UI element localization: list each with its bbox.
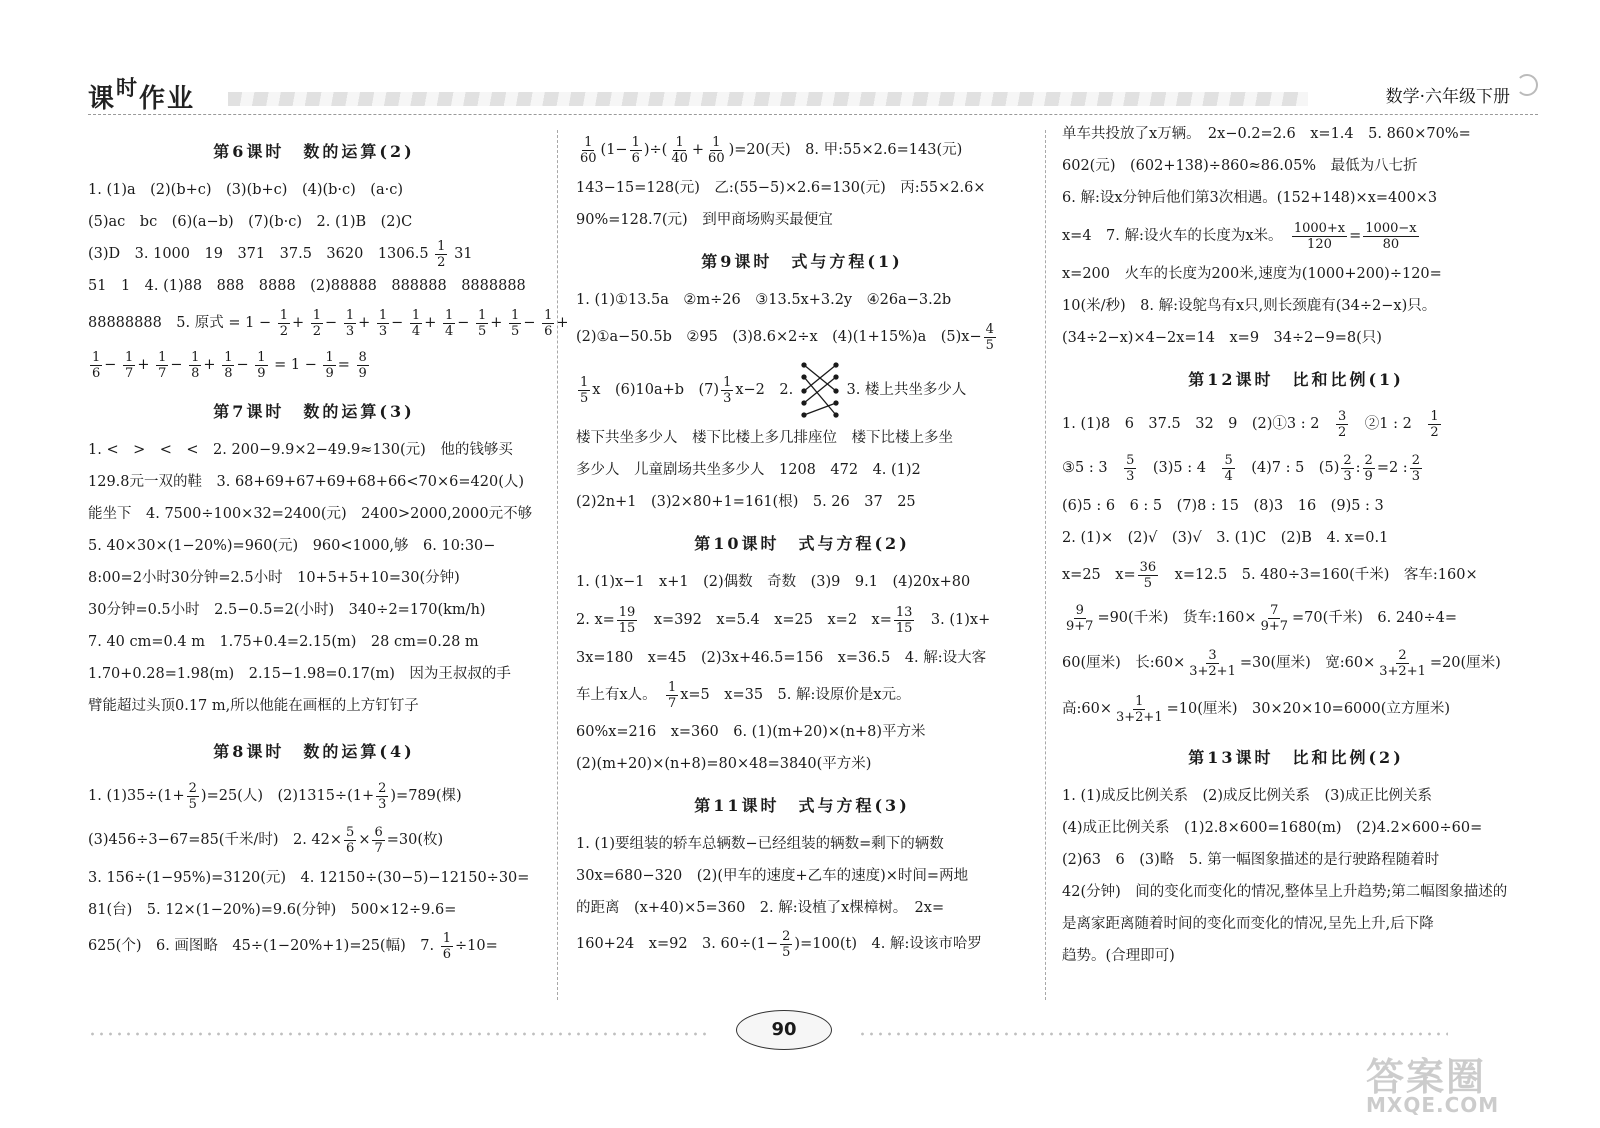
subject-title: 数学·六年级下册 <box>1385 87 1510 107</box>
column-divider <box>557 130 558 1000</box>
column-divider <box>1045 130 1046 1000</box>
lesson-answers: 1. (1)要组装的轿车总辆数−已经组装的辆数=剩下的辆数 30x=680−320 (2)(甲车的速度+乙车的速度)×时间=两地 的距离 (x+40)×5=360 2. 解:设植了x棵樟树。 2x= 160+24 x=92 3. 60÷(1− $\frac{2}{5}$ )=100(t) 4. 解:设该市哈罗 <box>576 836 982 960</box>
corner-swirl-icon <box>1516 74 1538 96</box>
fraction: $\frac{1}{2}$ <box>437 238 446 270</box>
lesson-answers: 1. (1)成反比例关系 (2)成反比例关系 (3)成正比例关系 (4)成正比例关系 (1)2.8×600=1680(m) (2)4.2×600÷60= (2)63 6 (3)略 5. 第一幅图象描述的是行驶路程随着时 42(分钟) 间的变化而变化的情况,整体呈上升趋势;第二幅图象描述的 是离家距离随着时间的变化而变化的情况,呈先上升,后下降 趋势。(合理即可) <box>1062 788 1508 964</box>
header-rule <box>88 114 1538 115</box>
matching-lines-diagram <box>798 361 842 419</box>
lesson-heading: 第13课时 比和比例(2) <box>1188 748 1404 767</box>
lesson-answers: 1. (1)35÷(1+ $\frac{2}{5}$ )=25(人) (2)1315÷(1+ $\frac{2}{3}$ )=789(棵) (3)456÷3−67=85(千米/时) 2. 42× $\frac{5}{6}$ × $\frac{6}{7}$ =30(枚) 3. 156÷(1−95%)=3120(元) 4. 12150÷(30−5)−12150÷30= 81(台) 5. 12×(1−20%)=9.6(分钟) 500×12÷9.6= 625(个) 6. 画图略 45÷(1−20%+1)=25(幅) 7. $\frac{1}{6}$ ÷10= <box>88 780 530 962</box>
site-watermark: 答案圈 MXQE.COM <box>1366 1055 1500 1117</box>
column-2 <box>576 128 1028 964</box>
lesson-answers: 1. < > < < 2. 200−9.9×2−49.9≈130(元) 他的钱够买 129.8元一双的鞋 3. 68+69+67+69+68+66<70×6=420(人) 能坐下 4. 7500÷100×32=2400(元) 2400>2000,2000元不够 5. 40×30×(1−20%)=960(元) 960<1000,够 6. 10:30− 8:00=2小时30分钟=2.5小时 10+5+5+10=30(分钟) 30分钟=0.5小时 2.5−0.5=2(小时) 340÷2=170(km/h) 7. 40 cm=0.4 m 1.75+0.4=2.15(m) 28 cm=0.28 m 1.70+0.28=1.98(m) 2.15−1.98=0.17(m) 因为王叔叔的手 臂能超过头顶0.17 m,所以他能在画框的上方钉钉子 <box>88 442 533 714</box>
page-header <box>88 70 1538 120</box>
lesson-answers: 1. (1)①13.5a ②m÷26 ③13.5x+3.2y ④26a−3.2b (2)①a−50.5b ②95 (3)8.6×2÷x (4)(1+15%)a (5)x− $\frac{4}{5}$ $\frac{1}{5}$ x (6)10a+b (7) $\frac{1}{3}$ x−2 2. 3. 楼上共坐多少人 楼下共坐多少人 楼下比楼上多几排座位 楼下比楼上多坐 多少人 儿童剧场共坐多少人 1208 472 4. (1)2 (2)2n+1 (3)2×80+1=161(根) 5. 26 37 25 <box>576 292 994 510</box>
lesson-heading: 第12课时 比和比例(1) <box>1188 370 1404 389</box>
column-1 <box>88 130 569 966</box>
page-number: 90 <box>736 1010 832 1050</box>
lesson-heading: 第11课时 式与方程(3) <box>694 796 910 815</box>
lesson-answers: 1. (1)8 6 37.5 32 9 (2)①3 : 2 $\frac{3}{2}$ ②1 : 2 $\frac{1}{2}$ ③5 : 3 $\frac{5}{3}$ (3)5 : 4 $\frac{5}{4}$ (4)7 : 5 (5) $\frac{2}{3}$ : $\frac{2}{9}$ =2 : $\frac{2}{3}$ (6)5 : 6 6 : 5 (7)8 : 15 (8)3 16 (9)5 : 3 2. (1)× (2)√ (3)√ 3. (1)C (2)B 4. x=0.1 x=25 x= $\frac{36}{5}$ x=12.5 5. 480÷3=160(千米) 客车:160× $\frac{9}{9+7}$ =90(千米) 货车:160× $\frac{7}{9+7}$ =70(千米) 6. 240÷4= 60(厘米) 长:60× $\frac{3}{3+2+1}$ =30(厘米) 宽:60× $\frac{2}{3+2+1}$ =20(厘米) 高:60× $\frac{1}{3+2+1}$ =10(厘米) 30×20×10=6000(立方厘米) <box>1062 408 1501 725</box>
dotted-border <box>88 1032 708 1036</box>
lesson-answers: 1. (1)a (2)(b+c) (3)(b+c) (4)(b·c) (a·c) (5)ac bc (6)(a−b) (7)(b·c) 2. (1)B (2)C (3)D 3. 1000 19 371 37.5 3620 1306.5 $\frac{1}{2}$ 31 51 1 4. (1)88 888 8888 (2)88888 888888 8888888 88888888 5. 原式 = 1 − $\frac{1}{2}$ + $\frac{1}{2}$ − $\frac{1}{3}$ + $\frac{1}{3}$ − $\frac{1}{4}$ + $\frac{1}{4}$ − $\frac{1}{5}$ + $\frac{1}{5}$ − $\frac{1}{6}$ + $\frac{1}{6}$ − $\frac{1}{7}$ + $\frac{1}{7}$ − $\frac{1}{8}$ + $\frac{1}{8}$ − $\frac{1}{9}$ = 1 − $\frac{1}{9}$ = $\frac{8}{9}$ <box>88 182 569 381</box>
lesson-heading: 第7课时 数的运算(3) <box>213 402 415 421</box>
lesson-answers: $\frac{1}{60}$ (1− $\frac{1}{6}$ )÷( $\frac{1}{40}$ + $\frac{1}{60}$ )=20(天) 8. 甲:55×2.6=143(元) 143−15=128(元) 乙:(55−5)×2.6=130(元) 丙:55×2.6× 90%=128.7(元) 到甲商场购买最便宜 <box>576 134 986 228</box>
lesson-answers: 1. (1)x−1 x+1 (2)偶数 奇数 (3)9 9.1 (4)20x+80 2. x= $\frac{19}{15}$ x=392 x=5.4 x=25 x=2 x= $\frac{13}{15}$ 3. (1)x+ 3x=180 x=45 (2)3x+46.5=156 x=36.5 4. 解:设大客 车上有x人。 $\frac{1}{7}$ x=5 x=35 5. 解:设原价是x元。 60%x=216 x=360 6. (1)(m+20)×(n+8)平方米 (2)(m+20)×(n+8)=80×48=3840(平方米) <box>576 574 991 772</box>
lesson-heading: 第6课时 数的运算(2) <box>213 142 415 161</box>
lesson-heading: 第9课时 式与方程(1) <box>701 252 903 271</box>
page-footer <box>88 1010 1538 1050</box>
dotted-border <box>858 1032 1448 1036</box>
column-3 <box>1062 118 1530 972</box>
lesson-answers: 单车共投放了x万辆。 2x−0.2=2.6 x=1.4 5. 860×70%= 602(元) (602+138)÷860≈86.05% 最低为八七折 6. 解:设x分钟后他们第3次相遇。(152+148)×x=400×3 x=4 7. 解:设火车的长度为x米。 $\frac{1000+x}{120}$ = $\frac{1000-x}{80}$ x=200 火车的长度为200米,速度为(1000+200)÷120= 10(米/秒) 8. 解:设鸵鸟有x只,则长颈鹿有(34÷2−x)只。 (34÷2−x)×4−2x=14 x=9 34÷2−9=8(只) <box>1062 126 1471 346</box>
brand-logo: 课时作业 <box>88 75 196 114</box>
lesson-heading: 第8课时 数的运算(4) <box>213 742 415 761</box>
lesson-heading: 第10课时 式与方程(2) <box>694 534 910 553</box>
decorative-band <box>228 92 1308 106</box>
